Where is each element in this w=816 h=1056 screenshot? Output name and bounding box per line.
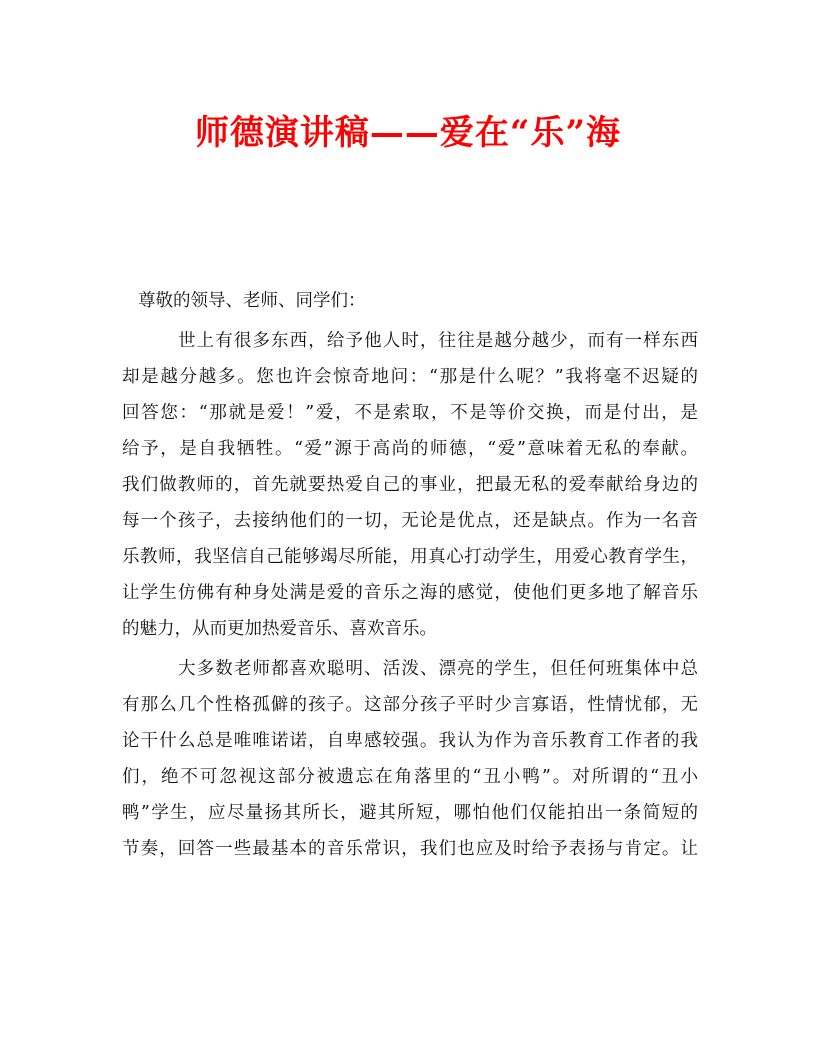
paragraph-line: 回答您：“那就是爱！”爱，不是索取，不是等价交换，而是付出，是 xyxy=(122,403,698,423)
paragraph-1 xyxy=(122,323,698,647)
paragraph-2 xyxy=(122,651,698,867)
paragraph-line: 让学生仿佛有种身处满是爱的音乐之海的感觉，使他们更多地了解音乐 xyxy=(122,583,698,603)
paragraph-line: 鸭”学生，应尽量扬其所长，避其所短，哪怕他们仅能拍出一条简短的 xyxy=(122,803,698,823)
paragraph-line: 每一个孩子，去接纳他们的一切，无论是优点，还是缺点。作为一名音 xyxy=(122,511,698,531)
paragraph-line: 的魅力，从而更加热爱音乐、喜欢音乐。 xyxy=(122,619,437,639)
salutation: 尊敬的领导、老师、同学们： xyxy=(138,291,366,311)
document-title: 师德演讲稿——爱在“乐”海 xyxy=(194,113,622,153)
paragraph-line: 有那么几个性格孤僻的孩子。这部分孩子平时少言寡语，性情忧郁，无 xyxy=(122,695,698,715)
paragraph-line: 我们做教师的，首先就要热爱自己的事业，把最无私的爱奉献给身边的 xyxy=(122,475,698,495)
paragraph-line: 给予，是自我牺牲。“爱”源于高尚的师德，“爱”意味着无私的奉献。 xyxy=(122,439,698,459)
paragraph-line: 们，绝不可忽视这部分被遗忘在角落里的“丑小鸭”。对所谓的“丑小 xyxy=(122,767,698,787)
paragraph-line: 世上有很多东西，给予他人时，往往是越分越少，而有一样东西 xyxy=(178,331,698,351)
document-body xyxy=(122,283,698,867)
paragraph-line: 大多数老师都喜欢聪明、活泼、漂亮的学生，但任何班集体中总 xyxy=(178,659,698,679)
paragraph-line: 论干什么总是唯唯诺诺，自卑感较强。我认为作为音乐教育工作者的我 xyxy=(122,731,698,751)
paragraph-line: 却是越分越多。您也许会惊奇地问：“那是什么呢？”我将毫不迟疑的 xyxy=(122,367,698,387)
paragraph-line: 乐教师，我坚信自己能够竭尽所能，用真心打动学生，用爱心教育学生， xyxy=(122,547,698,567)
paragraph-line: 节奏，回答一些最基本的音乐常识，我们也应及时给予表扬与肯定。让 xyxy=(122,839,698,859)
